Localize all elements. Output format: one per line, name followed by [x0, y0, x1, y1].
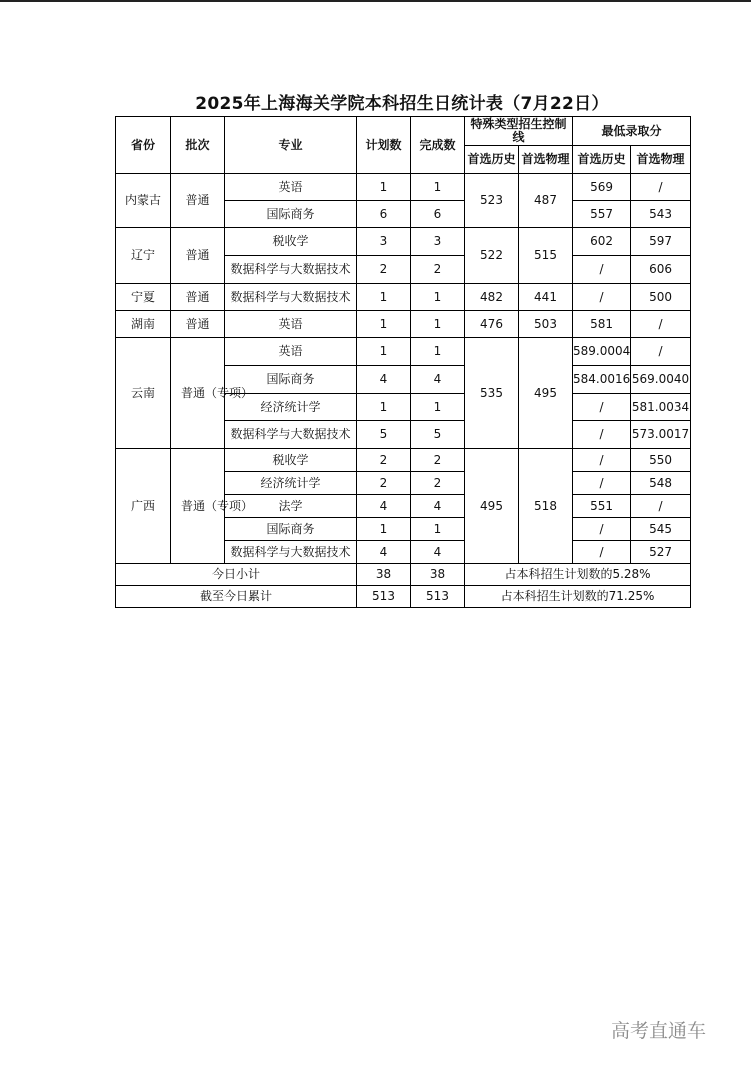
min-hist-cell: 602 [573, 228, 631, 256]
table-row [116, 311, 691, 338]
total-label: 截至今日累计 [116, 586, 357, 608]
major-cell: 国际商务 [225, 518, 357, 541]
province-cell: 云南 [116, 338, 171, 449]
min-phys-cell: 550 [631, 449, 691, 472]
top-border-line [0, 0, 751, 2]
control-phys-cell: 495 [519, 338, 573, 449]
major-cell: 数据科学与大数据技术 [225, 541, 357, 564]
done-cell: 1 [411, 338, 465, 366]
plan-cell: 1 [357, 311, 411, 338]
major-cell: 英语 [225, 338, 357, 366]
done-cell: 6 [411, 201, 465, 228]
plan-cell: 2 [357, 256, 411, 284]
table-row [116, 449, 691, 472]
table-row [116, 174, 691, 201]
min-hist-cell: / [573, 256, 631, 284]
min-phys-cell: / [631, 495, 691, 518]
header-major: 专业 [225, 117, 357, 174]
total-done: 513 [411, 586, 465, 608]
plan-cell: 1 [357, 174, 411, 201]
plan-cell: 1 [357, 284, 411, 311]
total-percentage: 占本科招生计划数的71.25% [465, 586, 691, 608]
header-province: 省份 [116, 117, 171, 174]
major-cell: 数据科学与大数据技术 [225, 256, 357, 284]
min-phys-cell: 569.0040 [631, 366, 691, 394]
done-cell: 1 [411, 518, 465, 541]
plan-cell: 5 [357, 421, 411, 449]
header-control-line: 特殊类型招生控制线 [465, 117, 573, 146]
batch-cell: 普通 [171, 311, 225, 338]
major-cell: 国际商务 [225, 201, 357, 228]
batch-cell: 普通（专项） [171, 338, 225, 449]
done-cell: 1 [411, 284, 465, 311]
today-label: 今日小计 [116, 564, 357, 586]
min-hist-cell: / [573, 541, 631, 564]
plan-cell: 1 [357, 338, 411, 366]
done-cell: 4 [411, 541, 465, 564]
province-cell: 内蒙古 [116, 174, 171, 228]
control-phys-cell: 518 [519, 449, 573, 564]
control-hist-cell: 476 [465, 311, 519, 338]
min-phys-cell: 581.0034 [631, 394, 691, 421]
control-hist-cell: 522 [465, 228, 519, 284]
plan-cell: 1 [357, 394, 411, 421]
min-phys-cell: 573.0017 [631, 421, 691, 449]
min-hist-cell: / [573, 449, 631, 472]
major-cell: 数据科学与大数据技术 [225, 284, 357, 311]
major-cell: 法学 [225, 495, 357, 518]
header-min-score: 最低录取分 [573, 117, 691, 146]
min-hist-cell: 584.0016 [573, 366, 631, 394]
major-cell: 英语 [225, 311, 357, 338]
min-phys-cell: / [631, 338, 691, 366]
province-cell: 辽宁 [116, 228, 171, 284]
major-cell: 税收学 [225, 449, 357, 472]
min-phys-cell: 543 [631, 201, 691, 228]
min-hist-cell: 569 [573, 174, 631, 201]
province-cell: 广西 [116, 449, 171, 564]
plan-cell: 4 [357, 541, 411, 564]
control-phys-cell: 515 [519, 228, 573, 284]
batch-cell: 普通（专项） [171, 449, 225, 564]
plan-cell: 2 [357, 472, 411, 495]
plan-cell: 1 [357, 518, 411, 541]
control-phys-cell: 503 [519, 311, 573, 338]
major-cell: 数据科学与大数据技术 [225, 421, 357, 449]
province-cell: 湖南 [116, 311, 171, 338]
min-hist-cell: / [573, 421, 631, 449]
header-control-hist: 首选历史 [465, 146, 519, 174]
table-row [116, 284, 691, 311]
summary-row-today [116, 564, 691, 586]
min-phys-cell: 597 [631, 228, 691, 256]
done-cell: 4 [411, 495, 465, 518]
header-plan: 计划数 [357, 117, 411, 174]
today-percentage: 占本科招生计划数的5.28% [465, 564, 691, 586]
min-hist-cell: 557 [573, 201, 631, 228]
min-hist-cell: / [573, 394, 631, 421]
major-cell: 税收学 [225, 228, 357, 256]
done-cell: 3 [411, 228, 465, 256]
min-phys-cell: 606 [631, 256, 691, 284]
plan-cell: 6 [357, 201, 411, 228]
batch-cell: 普通 [171, 228, 225, 284]
admission-stats-table [115, 116, 691, 608]
min-phys-cell: 548 [631, 472, 691, 495]
header-min-phys: 首选物理 [631, 146, 691, 174]
major-cell: 经济统计学 [225, 472, 357, 495]
min-phys-cell: / [631, 311, 691, 338]
min-hist-cell: 551 [573, 495, 631, 518]
control-hist-cell: 482 [465, 284, 519, 311]
batch-cell: 普通 [171, 174, 225, 228]
header-control-phys: 首选物理 [519, 146, 573, 174]
plan-cell: 4 [357, 366, 411, 394]
done-cell: 2 [411, 449, 465, 472]
major-cell: 经济统计学 [225, 394, 357, 421]
min-phys-cell: 500 [631, 284, 691, 311]
done-cell: 2 [411, 472, 465, 495]
control-phys-cell: 487 [519, 174, 573, 228]
min-phys-cell: / [631, 174, 691, 201]
header-batch: 批次 [171, 117, 225, 174]
header-min-hist: 首选历史 [573, 146, 631, 174]
today-done: 38 [411, 564, 465, 586]
watermark-text: 高考直通车 [611, 1020, 707, 1042]
control-phys-cell: 441 [519, 284, 573, 311]
header-done: 完成数 [411, 117, 465, 174]
done-cell: 2 [411, 256, 465, 284]
control-hist-cell: 523 [465, 174, 519, 228]
done-cell: 1 [411, 174, 465, 201]
control-hist-cell: 535 [465, 338, 519, 449]
total-plan: 513 [357, 586, 411, 608]
done-cell: 1 [411, 394, 465, 421]
major-cell: 英语 [225, 174, 357, 201]
major-cell: 国际商务 [225, 366, 357, 394]
done-cell: 4 [411, 366, 465, 394]
province-cell: 宁夏 [116, 284, 171, 311]
summary-row-total [116, 586, 691, 608]
table-row [116, 228, 691, 256]
control-hist-cell: 495 [465, 449, 519, 564]
done-cell: 5 [411, 421, 465, 449]
plan-cell: 3 [357, 228, 411, 256]
min-hist-cell: 581 [573, 311, 631, 338]
min-phys-cell: 545 [631, 518, 691, 541]
min-hist-cell: 589.0004 [573, 338, 631, 366]
plan-cell: 4 [357, 495, 411, 518]
done-cell: 1 [411, 311, 465, 338]
min-hist-cell: / [573, 518, 631, 541]
today-plan: 38 [357, 564, 411, 586]
batch-cell: 普通 [171, 284, 225, 311]
table-row [116, 338, 691, 366]
min-hist-cell: / [573, 284, 631, 311]
min-hist-cell: / [573, 472, 631, 495]
page-title: 2025年上海海关学院本科招生日统计表（7月22日） [195, 94, 609, 114]
plan-cell: 2 [357, 449, 411, 472]
min-phys-cell: 527 [631, 541, 691, 564]
